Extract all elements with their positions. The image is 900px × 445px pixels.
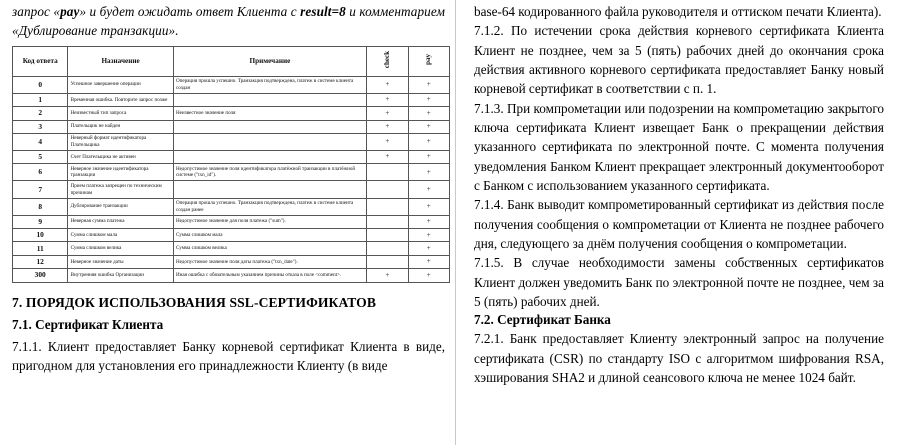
table-row (13, 93, 450, 106)
cell-note (173, 93, 366, 106)
cell-note: Операция прошла успешно. Транзакция подтверждена, платеж в системе клиента создан ранее (173, 198, 366, 215)
cell-purpose: Сумма слишком велика (68, 242, 173, 255)
cell-note (173, 120, 366, 133)
cell-purpose: Плательщик не найден (68, 120, 173, 133)
column-header-pay (408, 47, 449, 76)
section-7-2-title: 7.2. Сертификат Банка (474, 312, 611, 328)
cell-check-mark: + (367, 76, 408, 93)
section-7-1-title: 7.1. Сертификат Клиента (12, 316, 164, 332)
table-row (13, 181, 450, 198)
cell-purpose: Сумма слишком мала (68, 229, 173, 242)
cell-pay-mark: + (408, 242, 449, 255)
cell-pay-mark: + (408, 269, 449, 282)
cell-code: 0 (13, 76, 68, 93)
response-codes-table (12, 46, 450, 282)
table-row (13, 215, 450, 228)
cell-note (173, 181, 366, 198)
paragraph-7-1-5: 7.1.5. В случае необходимости замены собственных сертификатов Клиент должен уведомить Банк по электронной почте не позднее, чем за 5 (пять) рабочих дней. (474, 255, 884, 309)
cell-code: 2 (13, 107, 68, 120)
cell-purpose: Неизвестный тип запроса (68, 107, 173, 120)
column-header-check-label: check (382, 51, 391, 69)
paragraph-7-2-1: 7.2.1. Банк предоставляет Клиенту электронный запрос на получение сертификата (CSR) по стандарту ISO с алгоритмом шифрования RSA, хэширования SHA2 и длиной сеансового ключа не менее 1024 байт. (474, 331, 884, 385)
cell-code: 3 (13, 120, 68, 133)
cell-code: 6 (13, 164, 68, 181)
table-header (13, 47, 450, 76)
paragraph-7-1-2: 7.1.2. По истечении срока действия корневого сертификата Клиента Клиент не позднее, чем за 5 (пять) рабочих дней до окончания срока действия активного корневого сертификата предоставляет Банку новый корневой сертификат в соответствии с п. 1. (474, 23, 884, 97)
cell-code: 7 (13, 181, 68, 198)
cell-check-mark: + (367, 133, 408, 150)
cell-pay-mark: + (408, 107, 449, 120)
cell-pay-mark: + (408, 255, 449, 268)
intro-pre: запрос « (12, 4, 61, 19)
cell-purpose: Неверная сумма платежа (68, 215, 173, 228)
paragraph-7-1-1: 7.1.1. Клиент предоставляет Банку корневой сертификат Клиента в виде, пригодном для установления его принадлежности Клиенту (в виде (12, 338, 445, 373)
cell-purpose: Временная ошибка. Повторите запрос позже (68, 93, 173, 106)
cell-pay-mark: + (408, 198, 449, 215)
cell-pay-mark: + (408, 164, 449, 181)
cell-code: 9 (13, 215, 68, 228)
cell-pay-mark: + (408, 229, 449, 242)
intro-paragraph (12, 2, 445, 40)
column-header-check (367, 47, 408, 76)
cell-check-mark (367, 215, 408, 228)
intro-bold-pay: pay (60, 4, 80, 19)
cell-purpose: Внутренняя ошибка Организации (68, 269, 173, 282)
cell-code: 4 (13, 133, 68, 150)
cell-check-mark (367, 242, 408, 255)
cell-code: 1 (13, 93, 68, 106)
cell-check-mark: + (367, 107, 408, 120)
cell-note: Сумма слишком мала (173, 229, 366, 242)
cell-check-mark: + (367, 269, 408, 282)
cell-code: 11 (13, 242, 68, 255)
cell-note: Операция прошла успешно. Транзакция подтверждена, платеж в системе клиента создан (173, 76, 366, 93)
table-row (13, 164, 450, 181)
table-row (13, 269, 450, 282)
cell-note: Недопустимое значение поля даты платежа ("txn_date"). (173, 255, 366, 268)
cell-purpose: Неверный формат идентификатора Плательщика (68, 133, 173, 150)
table-body (13, 76, 450, 282)
paragraph-7-1-4: 7.1.4. Банк выводит компрометированный сертификат из действия после получения сообщения о компрометации от Клиента не позднее рабочего дня, следующего за днём получения сообщения о компрометации. (474, 197, 884, 251)
table-row (13, 255, 450, 268)
cell-code: 5 (13, 150, 68, 163)
table-row (13, 242, 450, 255)
intro-bold-result: result=8 (300, 4, 346, 19)
table-row (13, 198, 450, 215)
cell-purpose: Счет Плательщика не активен (68, 150, 173, 163)
right-column (456, 0, 900, 445)
table-row (13, 107, 450, 120)
cell-code: 300 (13, 269, 68, 282)
cell-pay-mark: + (408, 133, 449, 150)
table-row (13, 229, 450, 242)
cell-purpose: Успешное завершение операции (68, 76, 173, 93)
cell-check-mark: + (367, 93, 408, 106)
cell-note (173, 150, 366, 163)
cell-pay-mark: + (408, 93, 449, 106)
cell-pay-mark: + (408, 181, 449, 198)
cell-code: 12 (13, 255, 68, 268)
column-header-note: Примечание (173, 47, 366, 76)
column-header-pay-label: pay (423, 54, 432, 66)
cell-check-mark (367, 255, 408, 268)
cell-pay-mark: + (408, 215, 449, 228)
cell-pay-mark: + (408, 76, 449, 93)
cell-note: Иная ошибка с обязательным указанием причины отказа в поле <comment>. (173, 269, 366, 282)
cell-check-mark (367, 181, 408, 198)
intro-mid1: » и будет ожидать ответ Клиента с (79, 4, 301, 19)
table-header-row (13, 47, 450, 76)
cell-purpose: Дублирование транзакции (68, 198, 173, 215)
cell-purpose: Прием платежа запрещен по техническим причинам (68, 181, 173, 198)
paragraph-7-1-1-continuation: base-64 кодированного файла руководителя и оттиском печати Клиента). (474, 4, 882, 19)
cell-note: Недопустимое значение поля идентификатора платёжной транзакции в платёжной системе ("txn_id"). (173, 164, 366, 181)
cell-check-mark: + (367, 120, 408, 133)
intro-mid2: и комментарием «Дублирование транзакции». (12, 4, 445, 39)
cell-note: Неизвестное значение поля (173, 107, 366, 120)
paragraph-7-1-3: 7.1.3. При компрометации или подозрении на компрометацию закрытого ключа сертификата Клиент извещает Банк о прекращении действия указанного сертификата по электронной почте. С момента получения уведомления Банком Клиент прекращает электронный документооборот с Банком с использованием указанного сертификата. (474, 100, 884, 193)
section-7-title: 7. ПОРЯДОК ИСПОЛЬЗОВАНИЯ SSL-СЕРТИФИКАТОВ (12, 294, 377, 310)
column-header-code: Код ответа (13, 47, 68, 76)
table-row (13, 76, 450, 93)
table-row (13, 120, 450, 133)
cell-code: 8 (13, 198, 68, 215)
cell-pay-mark: + (408, 120, 449, 133)
cell-note: Сумма слишком велика (173, 242, 366, 255)
cell-purpose: Неверное значение даты (68, 255, 173, 268)
table-row (13, 150, 450, 163)
column-header-purpose: Назначение (68, 47, 173, 76)
cell-check-mark (367, 229, 408, 242)
cell-pay-mark: + (408, 150, 449, 163)
cell-check-mark: + (367, 150, 408, 163)
cell-note: Недопустимое значение для поля платежа ("sum"). (173, 215, 366, 228)
table-row (13, 133, 450, 150)
cell-code: 10 (13, 229, 68, 242)
cell-purpose: Неверное значение идентификатора транзакции (68, 164, 173, 181)
cell-check-mark (367, 198, 408, 215)
cell-note (173, 133, 366, 150)
cell-check-mark (367, 164, 408, 181)
